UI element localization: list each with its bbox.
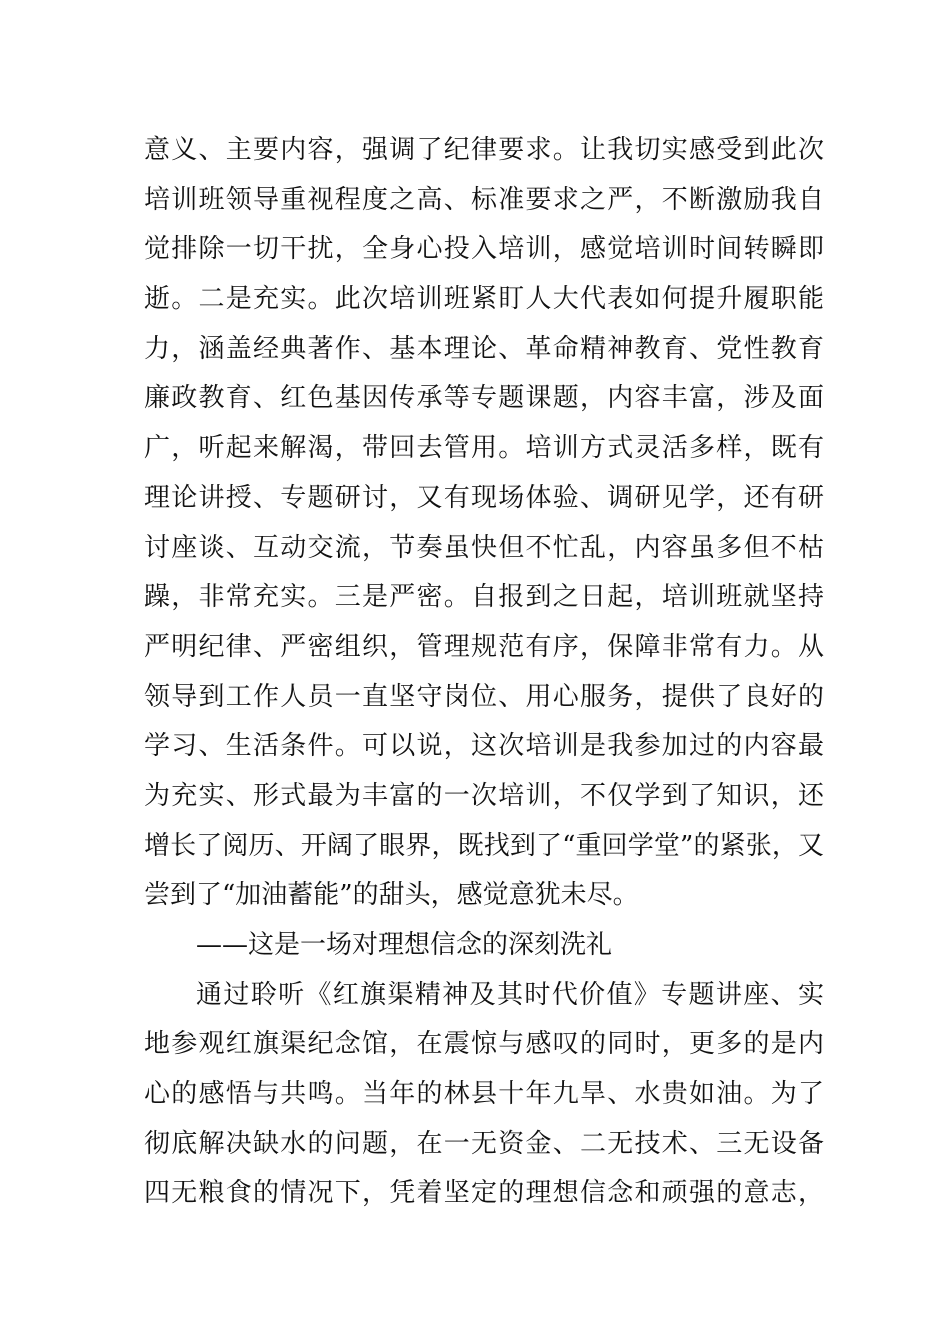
text-line-paragraph-end: 尝到了“加油蓄能”的甜头，感觉意犹未尽。 — [144, 880, 639, 911]
text-line: 廉政教育、红色基因传承等专题课题，内容丰富，涉及面 — [144, 383, 824, 414]
text-line: 理论讲授、专题研讨，又有现场体验、调研见学，还有研 — [144, 482, 824, 513]
text-line: 严明纪律、严密组织，管理规范有序，保障非常有力。从 — [144, 631, 824, 662]
text-line: 增长了阅历、开阔了眼界，既找到了“重回学堂”的紧张，又 — [144, 830, 824, 861]
text-line: 讨座谈、互动交流，节奏虽快但不忙乱，内容虽多但不枯 — [144, 532, 824, 563]
text-line-paragraph-start: 通过聆听《红旗渠精神及其时代价值》专题讲座、实 — [196, 979, 824, 1010]
text-line: 觉排除一切干扰，全身心投入培训，感觉培训时间转瞬即 — [144, 234, 824, 265]
text-line: 意义、主要内容，强调了纪律要求。让我切实感受到此次 — [144, 135, 824, 165]
text-line: 为充实、形式最为丰富的一次培训，不仅学到了知识，还 — [144, 780, 824, 811]
text-line: 逝。二是充实。此次培训班紧盯人大代表如何提升履职能 — [144, 284, 824, 315]
text-line: 学习、生活条件。可以说，这次培训是我参加过的内容最 — [144, 731, 824, 762]
document-body — [144, 126, 824, 1219]
text-line: 四无粮食的情况下，凭着坚定的理想信念和顽强的意志， — [144, 1178, 824, 1209]
text-line: 地参观红旗渠纪念馆，在震惊与感叹的同时，更多的是内 — [144, 1029, 824, 1060]
text-line: 培训班领导重视程度之高、标准要求之严，不断激励我自 — [144, 184, 824, 215]
text-line: 领导到工作人员一直坚守岗位、用心服务，提供了良好的 — [144, 681, 824, 712]
text-line: 力，涵盖经典著作、基本理论、革命精神教育、党性教育 — [144, 333, 824, 364]
text-line: 躁，非常充实。三是严密。自报到之日起，培训班就坚持 — [144, 582, 824, 613]
text-line: 心的感悟与共鸣。当年的林县十年九旱、水贵如油。为了 — [144, 1079, 824, 1110]
text-line: 彻底解决缺水的问题，在一无资金、二无技术、三无设备 — [144, 1128, 824, 1159]
text-line: 广，听起来解渴，带回去管用。培训方式灵活多样，既有 — [144, 433, 824, 464]
section-heading: ——这是一场对理想信念的深刻洗礼 — [196, 930, 613, 960]
